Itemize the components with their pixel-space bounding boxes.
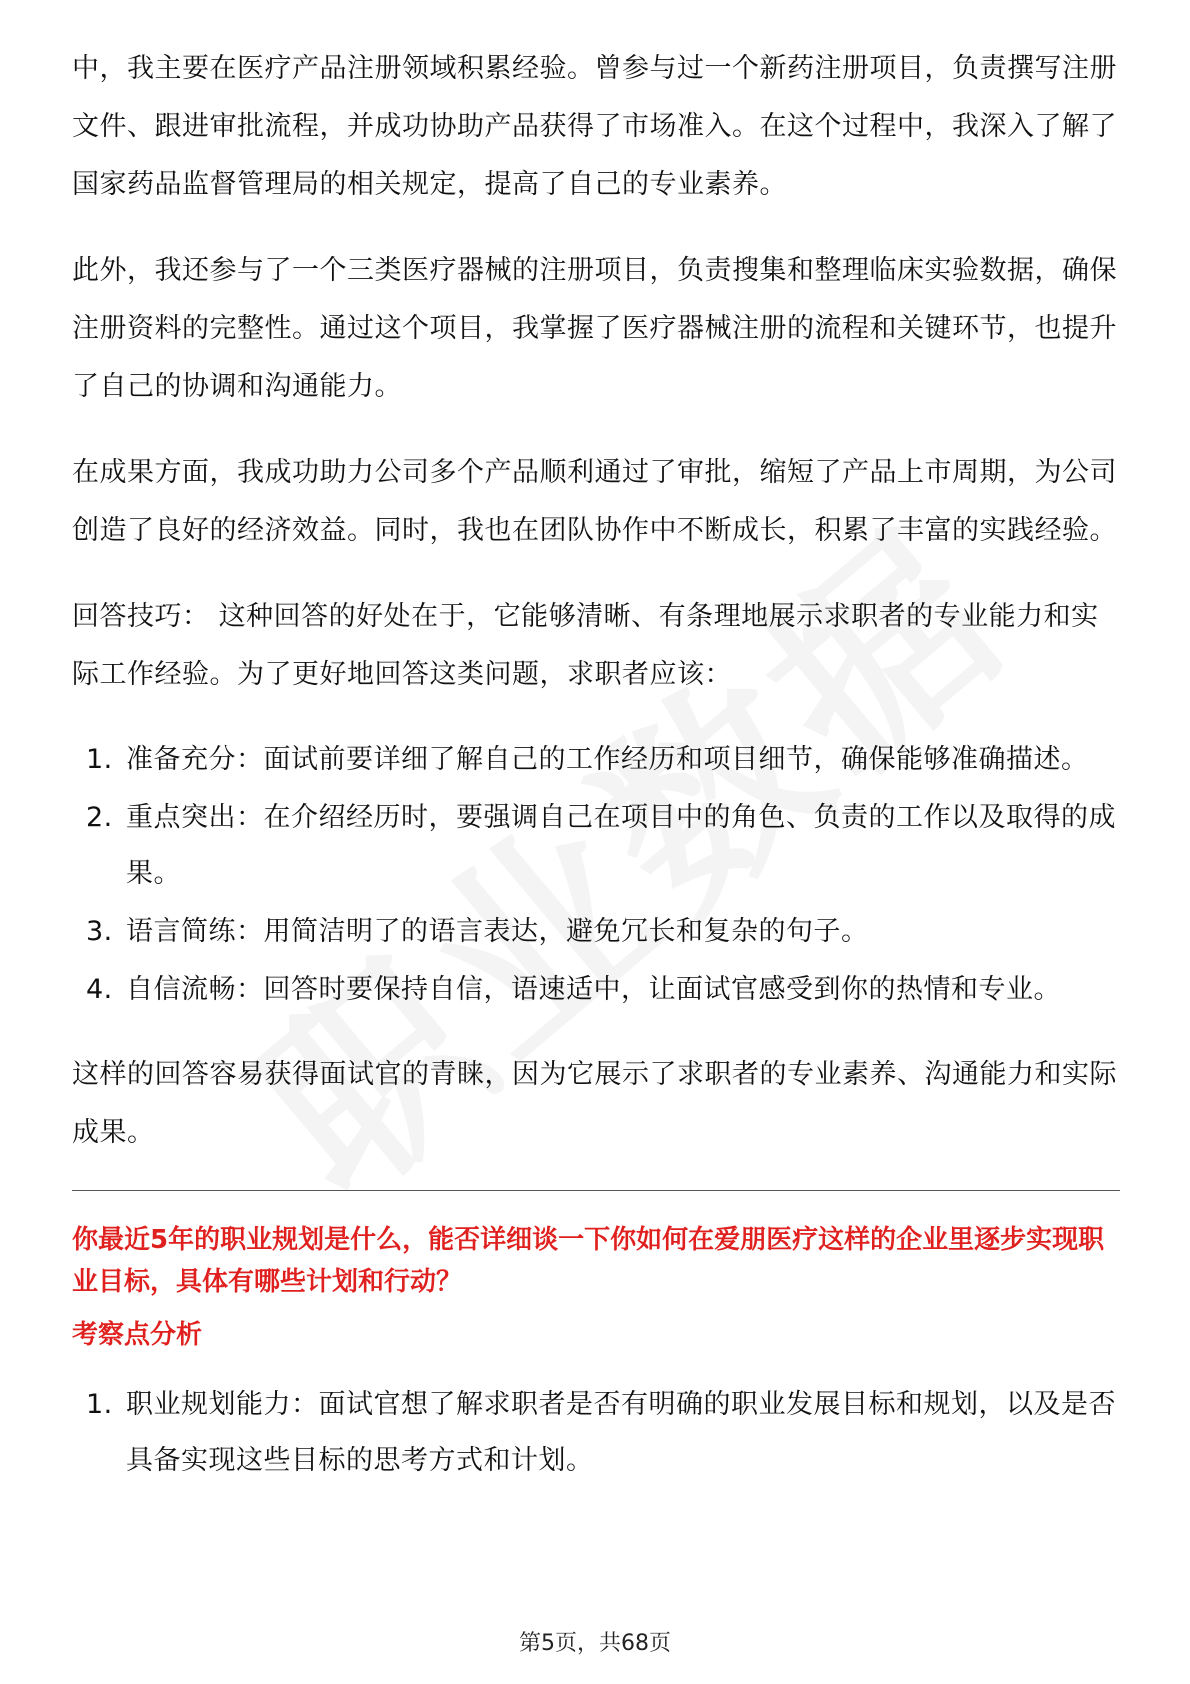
page-footer: 第5页，共68页 <box>519 1631 671 1656</box>
paragraph: 此外，我还参与了一个三类医疗器械的注册项目，负责搜集和整理临床实验数据，确保注册资料的完整性。通过这个项目，我掌握了医疗器械注册的流程和关键环节，也提升了自己的协调和沟通能力。 <box>72 255 1117 402</box>
list-number: 4. <box>86 974 113 1005</box>
tips-list <box>72 732 1120 1018</box>
interview-question: 你最近5年的职业规划是什么，能否详细谈一下你如何在爱朋医疗这样的企业里逐步实现职业目标，具体有哪些计划和行动？ <box>72 1225 1105 1297</box>
list-item-text: 准备充分：面试前要详细了解自己的工作经历和项目细节，确保能够准确描述。 <box>126 744 1089 775</box>
list-item <box>72 1377 1120 1489</box>
list-number: 1. <box>86 744 113 775</box>
list-number: 1. <box>86 1389 113 1420</box>
closing-paragraph: 这样的回答容易获得面试官的青睐，因为它展示了求职者的专业素养、沟通能力和实际成果。 <box>72 1059 1117 1148</box>
list-item <box>72 790 1120 902</box>
analysis-list <box>72 1377 1120 1489</box>
list-item-text: 语言简练：用简洁明了的语言表达，避免冗长和复杂的句子。 <box>126 916 869 947</box>
list-item <box>72 962 1120 1018</box>
list-item <box>72 732 1120 788</box>
paragraph: 在成果方面，我成功助力公司多个产品顺利通过了审批，缩短了产品上市周期，为公司创造了良好的经济效益。同时，我也在团队协作中不断成长，积累了丰富的实践经验。 <box>72 457 1117 546</box>
answer-tips-intro: 回答技巧： 这种回答的好处在于，它能够清晰、有条理地展示求职者的专业能力和实际工作经验。为了更好地回答这类问题，求职者应该： <box>72 601 1099 690</box>
list-item-text: 重点突出：在介绍经历时，要强调自己在项目中的角色、负责的工作以及取得的成果。 <box>126 802 1116 889</box>
list-number: 2. <box>86 802 113 833</box>
list-item-text: 自信流畅：回答时要保持自信，语速适中，让面试官感受到你的热情和专业。 <box>126 974 1061 1005</box>
list-number: 3. <box>86 916 113 947</box>
section-divider <box>72 1190 1120 1191</box>
paragraph: 中，我主要在医疗产品注册领域积累经验。曾参与过一个新药注册项目，负责撰写注册文件、跟进审批流程，并成功协助产品获得了市场准入。在这个过程中，我深入了解了国家药品监督管理局的相关规定，提高了自己的专业素养。 <box>72 53 1117 200</box>
list-item-text: 职业规划能力：面试官想了解求职者是否有明确的职业发展目标和规划，以及是否具备实现这些目标的思考方式和计划。 <box>126 1389 1116 1476</box>
page-content <box>72 40 1120 1517</box>
section-title: 考察点分析 <box>72 1320 203 1350</box>
list-item <box>72 904 1120 960</box>
